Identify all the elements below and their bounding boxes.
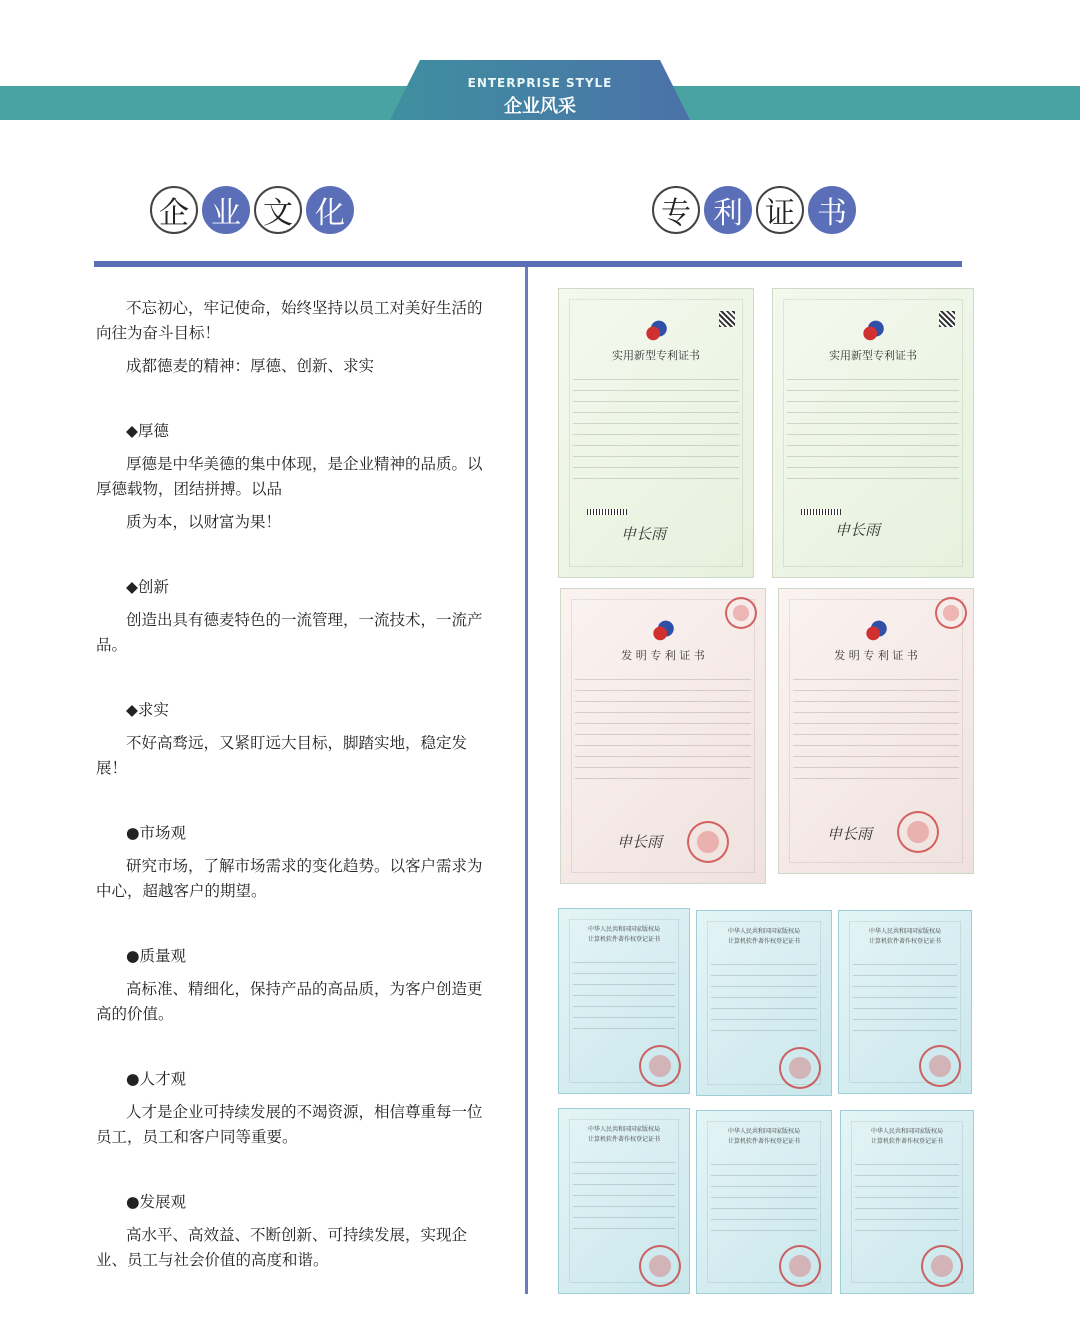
invention-patent-certificate — [560, 588, 766, 884]
official-seal-icon — [919, 1045, 961, 1087]
certificate-title: 实用新型专利证书 — [612, 349, 700, 362]
culture-heading — [150, 186, 354, 234]
certificate-title: 发 明 专 利 证 书 — [621, 649, 705, 662]
software-copyright-certificate — [558, 1108, 690, 1294]
heading-char: 证 — [756, 186, 804, 234]
barcode-icon — [587, 509, 627, 515]
official-seal-icon — [639, 1245, 681, 1287]
heading-char: 文 — [254, 186, 302, 234]
header-english: ENTERPRISE STYLE — [467, 76, 613, 90]
certificate-title: 计算机软件著作权登记证书 — [870, 1138, 943, 1145]
certificate-title: 计算机软件著作权登记证书 — [587, 936, 660, 943]
certificate-title: 实用新型专利证书 — [829, 349, 917, 362]
heading-char: 书 — [808, 186, 856, 234]
patent-office-logo-icon — [862, 619, 890, 643]
software-copyright-certificate — [838, 910, 972, 1094]
software-copyright-certificate — [696, 1110, 832, 1294]
talent-title: ●人才观 — [126, 1070, 187, 1088]
utility-patent-certificate — [558, 288, 754, 578]
official-seal-icon — [725, 597, 757, 629]
signature: 申长雨 — [835, 521, 881, 539]
heading-char: 专 — [652, 186, 700, 234]
qr-code-icon — [719, 311, 735, 327]
invention-patent-certificate — [778, 588, 974, 874]
official-seal-icon — [687, 821, 729, 863]
issuer-name: 中华人民共和国国家版权局 — [870, 1128, 943, 1135]
certificate-title: 计算机软件著作权登记证书 — [727, 938, 800, 945]
certificate-title: 发 明 专 利 证 书 — [834, 649, 918, 662]
signature: 申长雨 — [621, 525, 667, 543]
vertical-divider — [525, 267, 528, 1294]
culture-text — [96, 296, 486, 1273]
certificate-title: 计算机软件著作权登记证书 — [868, 938, 941, 945]
barcode-icon — [801, 509, 841, 515]
heading-char: 业 — [202, 186, 250, 234]
qr-code-icon — [939, 311, 955, 327]
issuer-name: 中华人民共和国国家版权局 — [868, 928, 941, 935]
official-seal-icon — [897, 811, 939, 853]
certificate-title: 计算机软件著作权登记证书 — [727, 1138, 800, 1145]
software-copyright-certificate — [696, 910, 832, 1096]
issuer-name: 中华人民共和国国家版权局 — [587, 1126, 660, 1133]
heading-char: 利 — [704, 186, 752, 234]
issuer-name: 中华人民共和国国家版权局 — [727, 928, 800, 935]
software-copyright-certificate — [840, 1110, 974, 1294]
quality-title: ●质量观 — [126, 947, 187, 965]
qiushi-title: ◆求实 — [126, 701, 169, 719]
patent-office-logo-icon — [649, 619, 677, 643]
official-seal-icon — [935, 597, 967, 629]
market-title: ●市场观 — [126, 824, 187, 842]
dev-title: ●发展观 — [126, 1193, 187, 1211]
issuer-name: 中华人民共和国国家版权局 — [587, 926, 660, 933]
software-copyright-certificate — [558, 908, 690, 1094]
houde-text-2: 质为本，以财富为果！ — [126, 513, 282, 531]
talent-text: 人才是企业可持续发展的不竭资源，相信尊重每一位员工，员工和客户同等重要。 — [96, 1103, 483, 1146]
official-seal-icon — [921, 1245, 963, 1287]
market-text: 研究市场，了解市场需求的变化趋势。以客户需求为中心，超越客户的期望。 — [96, 857, 483, 900]
signature: 申长雨 — [617, 833, 663, 851]
heading-char: 化 — [306, 186, 354, 234]
houde-title: ◆厚德 — [126, 422, 169, 440]
quality-text: 高标准、精细化，保持产品的高品质，为客户创造更高的价值。 — [96, 980, 483, 1023]
horizontal-divider — [94, 261, 962, 267]
dev-text: 高水平、高效益、不断创新、可持续发展，实现企业、员工与社会价值的高度和谐。 — [96, 1226, 468, 1269]
certificate-title: 计算机软件著作权登记证书 — [587, 1136, 660, 1143]
patent-office-logo-icon — [642, 319, 670, 343]
official-seal-icon — [779, 1047, 821, 1089]
spirit-text: 成都德麦的精神：厚德、创新、求实 — [126, 357, 375, 375]
intro-text: 不忘初心，牢记使命，始终坚持以员工对美好生活的向往为奋斗目标！ — [96, 299, 483, 342]
chuangxin-text: 创造出具有德麦特色的一流管理，一流技术，一流产品。 — [96, 611, 483, 654]
patent-office-logo-icon — [859, 319, 887, 343]
official-seal-icon — [779, 1245, 821, 1287]
qiushi-text: 不好高骛远，又紧盯远大目标，脚踏实地，稳定发展！ — [96, 734, 468, 777]
official-seal-icon — [639, 1045, 681, 1087]
signature: 申长雨 — [827, 825, 873, 843]
patent-heading — [652, 186, 856, 234]
heading-char: 企 — [150, 186, 198, 234]
issuer-name: 中华人民共和国国家版权局 — [727, 1128, 800, 1135]
utility-patent-certificate — [772, 288, 974, 578]
header-chinese: 企业风采 — [504, 96, 576, 117]
houde-text: 厚德是中华美德的集中体现，是企业精神的品质。以厚德载物，团结拼搏。以品 — [96, 455, 483, 498]
chuangxin-title: ◆创新 — [126, 578, 169, 596]
